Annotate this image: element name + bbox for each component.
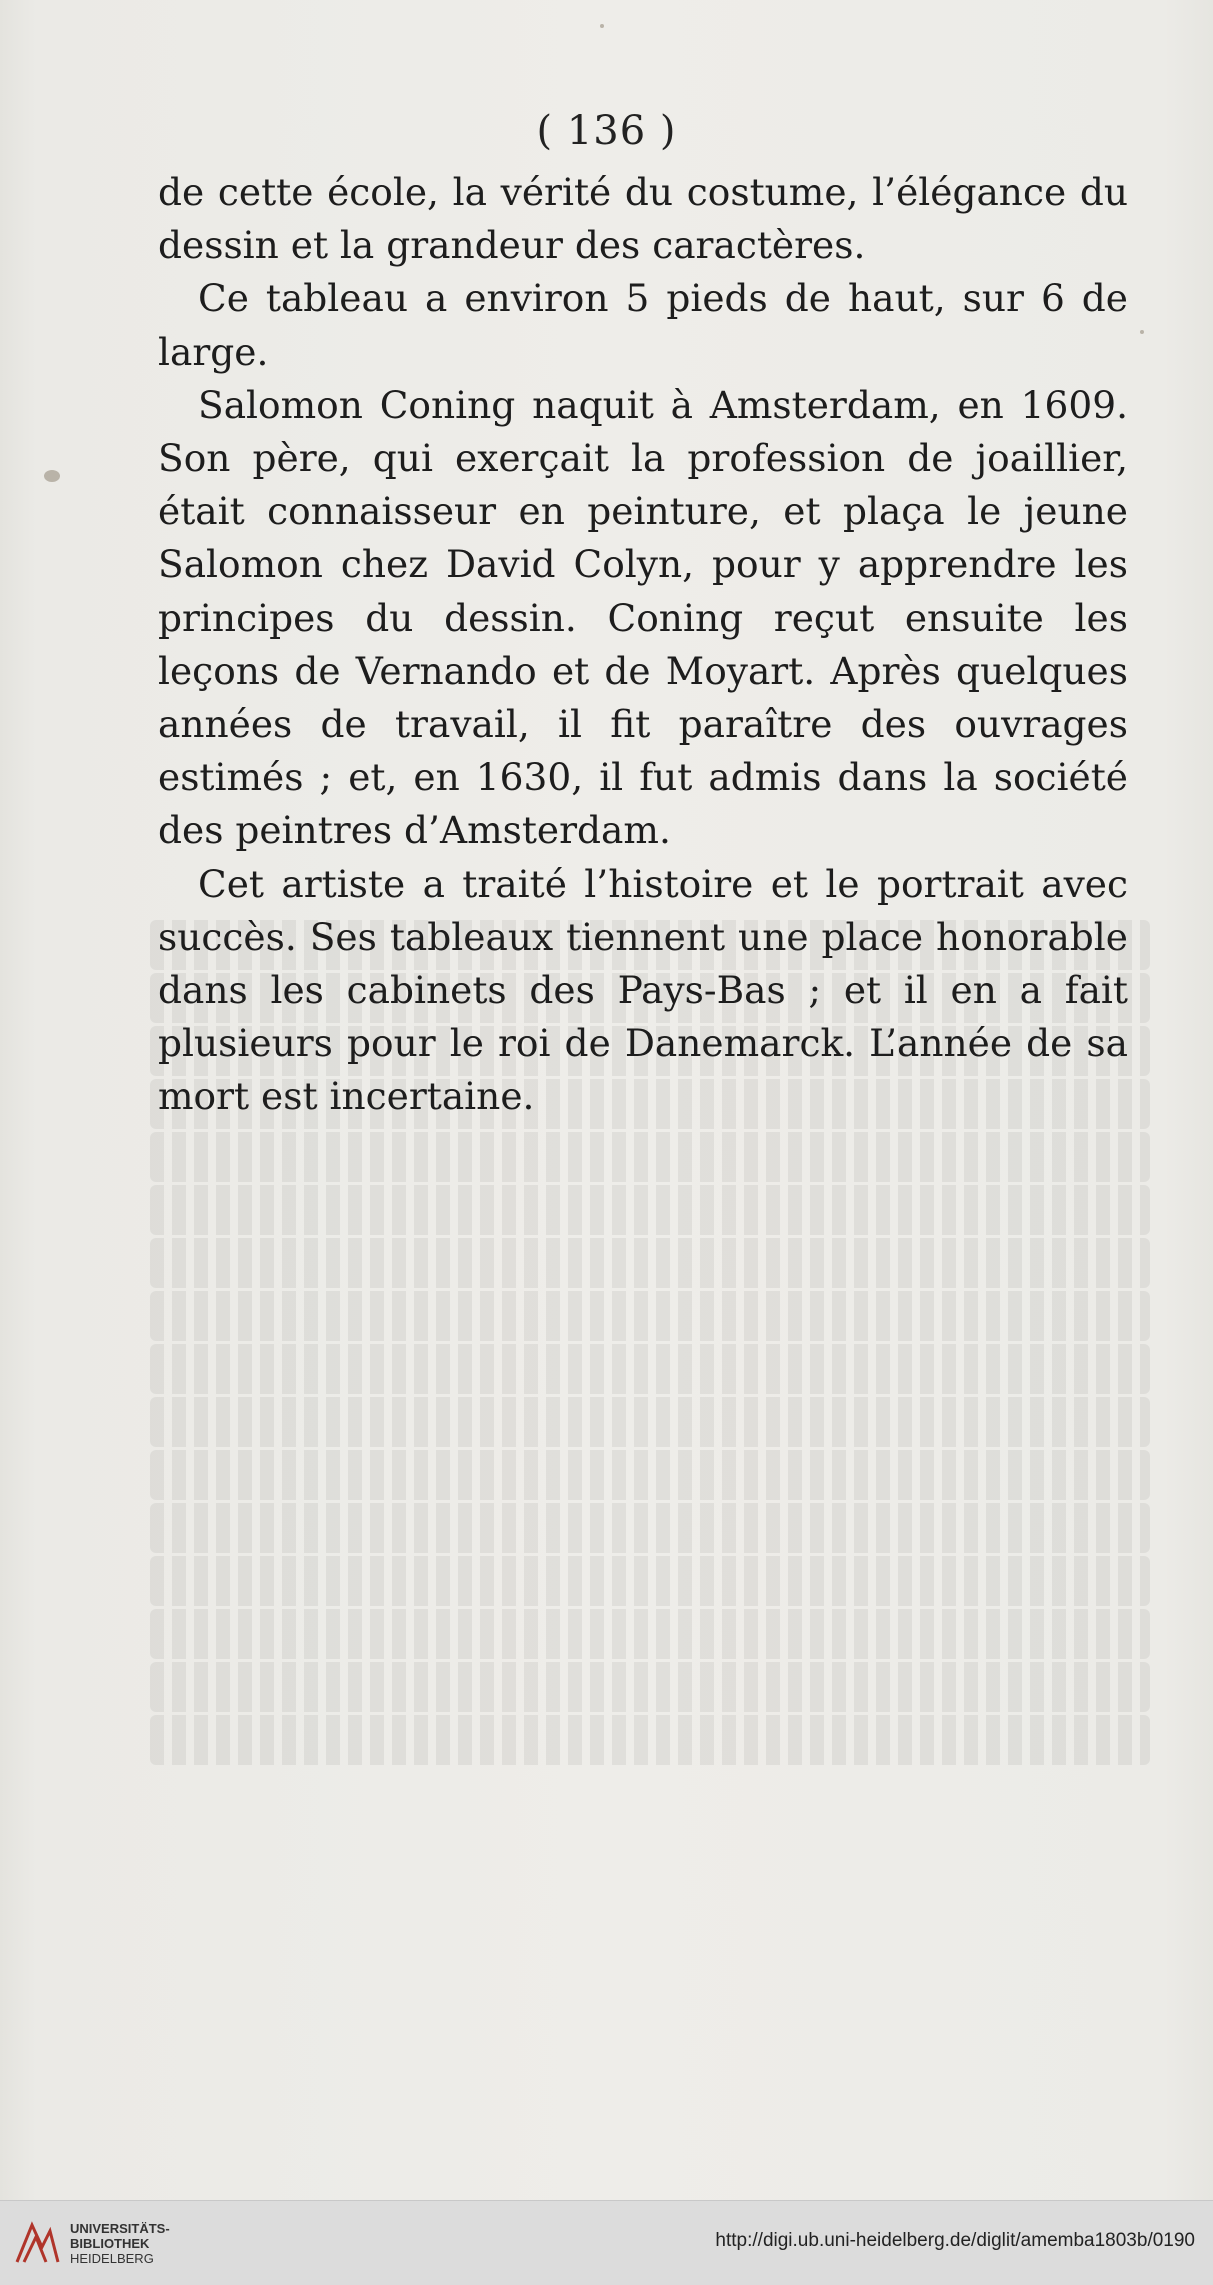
- institution-line: UNIVERSITÄTS-: [70, 2221, 170, 2236]
- digitization-footer: [0, 2200, 1213, 2285]
- institution-line: BIBLIOTHEK: [70, 2236, 150, 2251]
- paper-speck: [1140, 330, 1144, 334]
- institution-name: [70, 2221, 170, 2266]
- body-text: [158, 166, 1128, 1124]
- heidelberg-library-logo-icon: [12, 2217, 62, 2267]
- document-url-link[interactable]: http://digi.ub.uni-heidelberg.de/diglit/amemba1803b/0190: [715, 2230, 1195, 2251]
- institution-line: HEIDELBERG: [70, 2251, 154, 2266]
- paper-speck: [600, 24, 604, 28]
- paper-speck: [44, 470, 60, 482]
- paragraph: Salomon Coning naquit à Amsterdam, en 1609. Son père, qui exerçait la profession de joaillier, était connaisseur en peinture, et plaça le jeune Salomon chez David Colyn, pour y apprendre les principes du dessin. Coning reçut ensuite les leçons de Vernando et de Moyart. Après quelques années de travail, il fit paraître des ouvrages estimés ; et, en 1630, il fut admis dans la société des peintres d’Amsterdam.: [158, 382, 1128, 853]
- paragraph: Ce tableau a environ 5 pieds de haut, sur 6 de large.: [158, 276, 1128, 374]
- paragraph: Cet artiste a traité l’histoire et le portrait avec succès. Ses tableaux tiennent une place honorable dans les cabinets des Pays-Bas ; et il en a fait plusieurs pour le roi de Danemarck. L’année de sa mort est incertaine.: [158, 861, 1128, 1119]
- paragraph: de cette école, la vérité du costume, l’élégance du dessin et la grandeur des caractères.: [158, 170, 1128, 268]
- page-number: ( 136 ): [536, 108, 677, 154]
